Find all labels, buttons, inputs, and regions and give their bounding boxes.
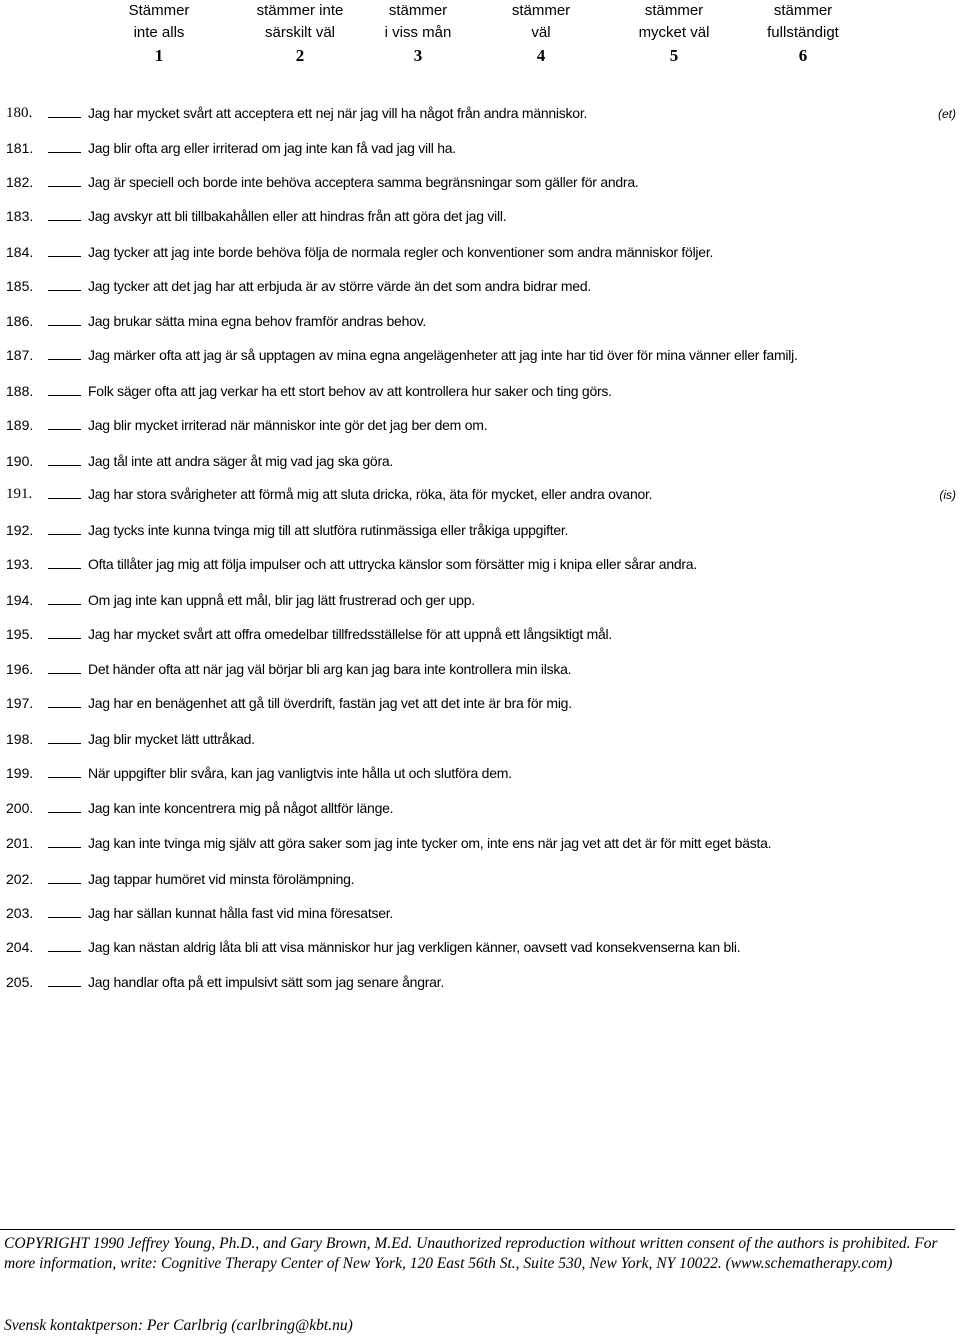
scale-label-line1: Stämmer <box>128 2 190 19</box>
question-number: 199. <box>6 765 34 781</box>
question-number: 194. <box>6 592 34 608</box>
question-number: 188. <box>6 383 34 399</box>
answer-blank[interactable] <box>48 465 81 466</box>
question-item-185 <box>0 275 960 297</box>
question-item-183 <box>0 205 960 227</box>
answer-blank[interactable] <box>48 777 81 778</box>
question-text: Jag blir mycket lätt uttråkad. <box>88 731 255 747</box>
question-text: Jag tappar humöret vid minsta förolämpning. <box>88 871 355 887</box>
question-text: Jag är speciell och borde inte behöva acceptera samma begränsningar som gäller för andra. <box>88 174 639 190</box>
question-item-180 <box>0 102 960 124</box>
question-item-197 <box>0 692 960 714</box>
answer-blank[interactable] <box>48 395 81 396</box>
question-item-202 <box>0 868 960 890</box>
scale-label-line2: väl <box>531 24 551 41</box>
question-number: 202. <box>6 871 34 887</box>
answer-blank[interactable] <box>48 256 81 257</box>
question-item-194 <box>0 589 960 611</box>
question-text: Om jag inte kan uppnå ett mål, blir jag lätt frustrerad och ger upp. <box>88 592 475 608</box>
question-text: Jag har mycket svårt att acceptera ett nej när jag vill ha något från andra människor. <box>88 105 588 121</box>
question-item-190 <box>0 450 960 472</box>
question-item-189 <box>0 414 960 436</box>
question-item-198 <box>0 728 960 750</box>
question-text: Jag blir mycket irriterad när människor inte gör det jag ber dem om. <box>88 417 488 433</box>
question-text: Jag avskyr att bli tillbakahållen eller att hindras från att göra det jag vill. <box>88 208 507 224</box>
question-item-200 <box>0 797 960 819</box>
answer-blank[interactable] <box>48 534 81 535</box>
question-item-192 <box>0 519 960 541</box>
question-text: Jag märker ofta att jag är så upptagen av mina egna angelägenheter att jag inte har tid över för mina vänner eller familj. <box>88 347 798 363</box>
question-text: Folk säger ofta att jag verkar ha ett stort behov av att kontrollera hur saker och ting görs. <box>88 383 612 399</box>
question-number: 196. <box>6 661 34 677</box>
question-number: 191. <box>6 486 33 502</box>
scale-label-line2: i viss mån <box>384 24 452 41</box>
scale-label-line1: stämmer <box>511 2 571 19</box>
scale-label-line2: fullständigt <box>767 24 839 41</box>
scale-option-5 <box>614 0 734 68</box>
question-number: 189. <box>6 417 34 433</box>
rating-scale-header <box>0 0 960 70</box>
scale-label-line2: mycket väl <box>638 24 710 41</box>
question-item-182 <box>0 171 960 193</box>
question-number: 204. <box>6 939 34 955</box>
scale-number: 6 <box>798 46 808 65</box>
answer-blank[interactable] <box>48 359 81 360</box>
question-number: 201. <box>6 835 34 851</box>
answer-blank[interactable] <box>48 117 81 118</box>
answer-blank[interactable] <box>48 604 81 605</box>
question-number: 198. <box>6 731 34 747</box>
question-text: Jag har mycket svårt att offra omedelbar tillfredsställelse för att uppnå ett långsiktigt mål. <box>88 626 613 642</box>
question-item-201 <box>0 832 960 854</box>
question-text: När uppgifter blir svåra, kan jag vanligtvis inte hålla ut och slutföra dem. <box>88 765 512 781</box>
question-text: Jag kan inte koncentrera mig på något alltför länge. <box>88 800 394 816</box>
answer-blank[interactable] <box>48 743 81 744</box>
scale-option-2 <box>240 0 360 68</box>
scale-label-line2: särskilt väl <box>264 24 335 41</box>
question-number: 187. <box>6 347 34 363</box>
answer-blank[interactable] <box>48 847 81 848</box>
question-number: 183. <box>6 208 34 224</box>
scale-option-4 <box>481 0 601 68</box>
question-number: 203. <box>6 905 34 921</box>
answer-blank[interactable] <box>48 812 81 813</box>
question-number: 193. <box>6 556 34 572</box>
question-text: Jag handlar ofta på ett impulsivt sätt som jag senare ångrar. <box>88 974 444 990</box>
question-text: Jag brukar sätta mina egna behov framför andras behov. <box>88 313 426 329</box>
question-item-195 <box>0 623 960 645</box>
answer-blank[interactable] <box>48 986 81 987</box>
question-text: Jag har sällan kunnat hålla fast vid mina föresatser. <box>88 905 394 921</box>
question-item-181 <box>0 137 960 159</box>
question-text: Jag har stora svårigheter att förmå mig att sluta dricka, röka, äta för mycket, eller andra ovanor. <box>88 486 653 502</box>
question-item-186 <box>0 310 960 332</box>
question-item-199 <box>0 762 960 784</box>
question-number: 195. <box>6 626 34 642</box>
question-number: 184. <box>6 244 34 260</box>
answer-blank[interactable] <box>48 498 81 499</box>
copyright-notice: COPYRIGHT 1990 Jeffrey Young, Ph.D., and Gary Brown, M.Ed. Unauthorized reproduction without written consent of the authors is prohibited. For more information, write: Cognitive Therapy Center of New York, 120 East 56th St., Suite 530, New York, NY 10022. (www.schematherapy.com) <box>4 1235 938 1272</box>
scale-option-3 <box>358 0 478 68</box>
schema-tag: (et) <box>938 107 956 121</box>
answer-blank[interactable] <box>48 325 81 326</box>
scale-option-1 <box>99 0 219 68</box>
question-item-187 <box>0 344 960 366</box>
answer-blank[interactable] <box>48 883 81 884</box>
scale-number: 1 <box>154 46 164 65</box>
scale-label-line1: stämmer <box>644 2 704 19</box>
question-text: Det händer ofta att när jag väl börjar bli arg kan jag bara inte kontrollera min ilska. <box>88 661 572 677</box>
scale-label-line1: stämmer <box>773 2 833 19</box>
question-number: 192. <box>6 522 34 538</box>
scale-number: 5 <box>669 46 679 65</box>
scale-label-line1: stämmer inte <box>256 2 344 19</box>
answer-blank[interactable] <box>48 638 81 639</box>
question-text: Jag tycks inte kunna tvinga mig till att slutföra rutinmässiga eller tråkiga uppgifter. <box>88 522 569 538</box>
question-number: 180. <box>6 105 33 121</box>
schema-tag: (is) <box>939 488 956 502</box>
answer-blank[interactable] <box>48 917 81 918</box>
question-item-196 <box>0 658 960 680</box>
answer-blank[interactable] <box>48 568 81 569</box>
question-item-184 <box>0 241 960 263</box>
question-item-188 <box>0 380 960 402</box>
answer-blank[interactable] <box>48 673 81 674</box>
question-number: 205. <box>6 974 34 990</box>
question-number: 186. <box>6 313 34 329</box>
answer-blank[interactable] <box>48 152 81 153</box>
question-text: Jag blir ofta arg eller irriterad om jag inte kan få vad jag vill ha. <box>88 140 456 156</box>
question-text: Jag kan inte tvinga mig själv att göra saker som jag inte tycker om, inte ens när jag vet att det är för mitt eget bästa. <box>88 835 772 851</box>
question-number: 197. <box>6 695 34 711</box>
question-number: 190. <box>6 453 34 469</box>
answer-blank[interactable] <box>48 220 81 221</box>
question-text: Jag tycker att jag inte borde behöva följa de normala regler och konventioner som andra människor följer. <box>88 244 714 260</box>
question-item-204 <box>0 936 960 958</box>
contact-line: Svensk kontaktperson: Per Carlbrig (carlbring@kbt.nu) <box>4 1317 353 1334</box>
scale-number: 4 <box>536 46 546 65</box>
question-text: Jag tycker att det jag har att erbjuda är av större värde än det som andra bidrar med. <box>88 278 591 294</box>
answer-blank[interactable] <box>48 429 81 430</box>
question-text: Ofta tillåter jag mig att följa impulser och att uttrycka känslor som försätter mig i knipa eller sårar andra. <box>88 556 697 572</box>
question-text: Jag kan nästan aldrig låta bli att visa människor hur jag verkligen känner, oavsett vad konsekvenserna kan bli. <box>88 939 741 955</box>
question-text: Jag har en benägenhet att gå till överdrift, fastän jag vet att det inte är bra för mig. <box>88 695 572 711</box>
question-number: 200. <box>6 800 34 816</box>
scale-number: 3 <box>413 46 423 65</box>
scale-label-line2: inte alls <box>133 24 185 41</box>
answer-blank[interactable] <box>48 951 81 952</box>
question-item-193 <box>0 553 960 575</box>
answer-blank[interactable] <box>48 290 81 291</box>
question-number: 182. <box>6 174 34 190</box>
answer-blank[interactable] <box>48 186 81 187</box>
scale-label-line1: stämmer <box>388 2 448 19</box>
question-item-191 <box>0 483 960 505</box>
question-item-205 <box>0 971 960 993</box>
question-number: 185. <box>6 278 34 294</box>
footer-divider <box>0 1229 955 1230</box>
question-text: Jag tål inte att andra säger åt mig vad jag ska göra. <box>88 453 394 469</box>
question-number: 181. <box>6 140 34 156</box>
answer-blank[interactable] <box>48 707 81 708</box>
scale-number: 2 <box>295 46 305 65</box>
question-item-203 <box>0 902 960 924</box>
scale-option-6 <box>743 0 863 68</box>
